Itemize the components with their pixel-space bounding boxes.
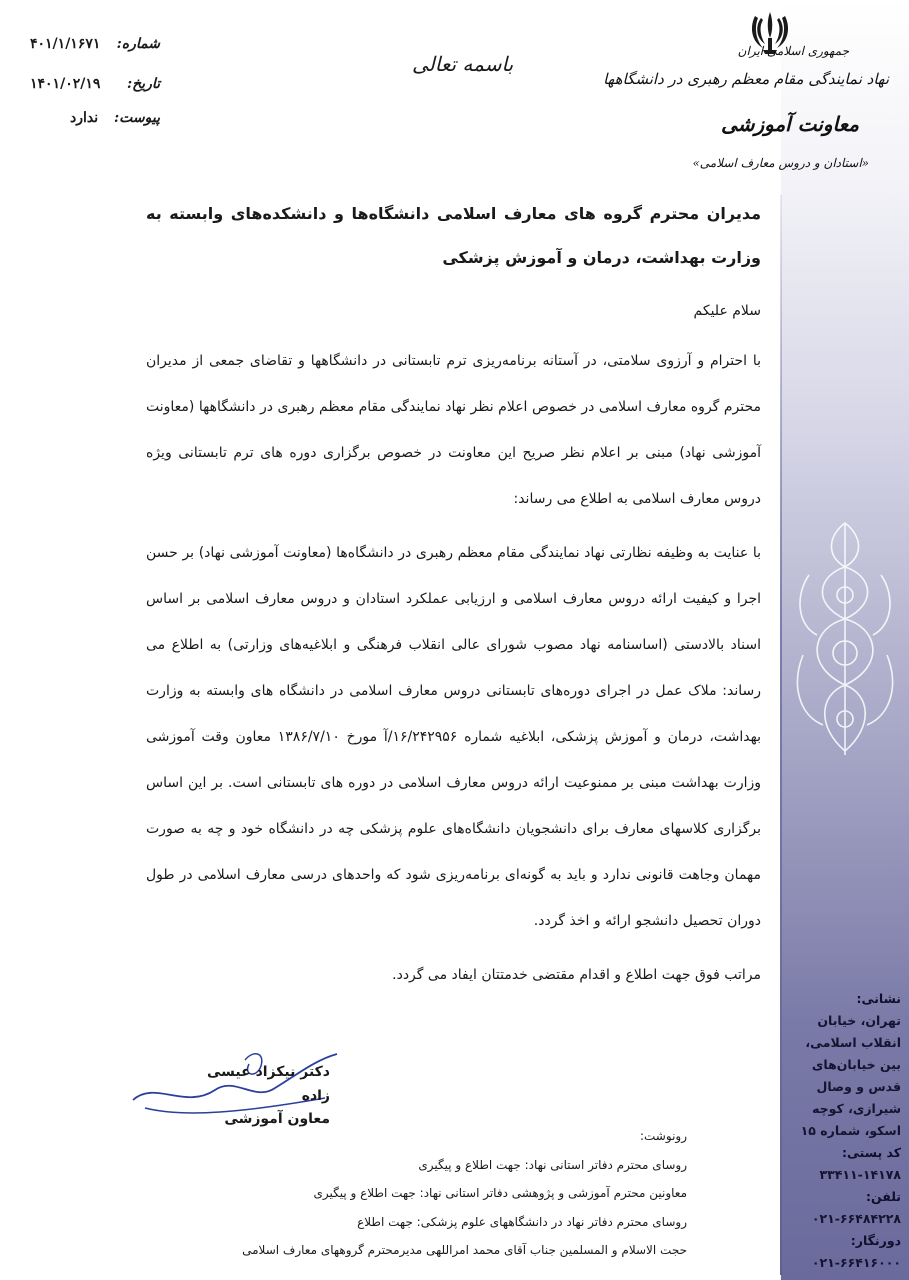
recipient-line: مدیران محترم گروه های معارف اسلامی دانشگاه‌ها و دانشکده‌های وابسته به وزارت بهداشت، درمان و آموزش پزشکی	[146, 204, 761, 267]
signer-name: دکتر نیکزاد عیسی زاده	[207, 1064, 330, 1104]
header-organization: نهاد نمایندگی مقام معظم رهبری در دانشگاهها	[603, 70, 889, 88]
signer-title: معاون آموزشی	[224, 1111, 330, 1127]
signature-block	[200, 1060, 330, 1130]
copy-item: معاونین محترم آموزشی و پژوهشی دفاتر استانی نهاد: جهت اطلاع و پیگیری	[313, 1186, 687, 1200]
meta-attachment	[30, 110, 160, 136]
fax-number: ۰۲۱-۶۶۴۱۶۰۰۰	[811, 1255, 901, 1270]
postal-label: کد پستی:	[841, 1145, 901, 1160]
floral-ornament-icon	[789, 515, 901, 765]
meta-date-label: تاریخ:	[126, 76, 160, 92]
phone-label: تلفن:	[865, 1189, 901, 1204]
greeting: سلام علیکم	[693, 303, 761, 319]
meta-number-label: شماره:	[116, 36, 160, 52]
address-text: تهران، خیابان انقلاب اسلامی، بین خیابان‌های قدس و وصال شیرازی، کوچه اسکو، شماره ۱۵	[800, 1013, 901, 1138]
paragraph-main: با عنایت به وظیفه نظارتی نهاد نمایندگی مقام معظم رهبری در دانشگاه‌ها (معاونت آموزشی نهاد) بر حسن اجرا و کیفیت ارائه دروس معارف اسلامی و ارزیابی عملکرد استادان و دروس معارف اسلامی بر اساس اسناد بالادستی (اساسنامه نهاد مصوب شورای عالی انقلاب فرهنگی و ابلاغیه‌های وزارتی) به اطلاع می رساند: ملاک عمل در اجرای دوره‌های تابستانی دروس معارف اسلامی در دانشگاه های وابسته به وزارت بهداشت، درمان و آموزش پزشکی، ابلاغیه شماره ۱۶/۲۴۲۹۵۶/آ مورخ ۱۳۸۶/۷/۱۰ معاون وقت آموزشی وزارت بهداشت مبنی بر ممنوعیت ارائه دروس معارف اسلامی در دوره های تابستانی است. بر این اساس برگزاری کلاسهای معارف برای دانشجویان دانشگاه‌های علوم پزشکی چه در دانشگاه خود و چه به صورت مهمان وجاهت قانونی ندارد و باید به گونه‌ای برنامه‌ریزی شود که واحدهای درسی معارف اسلامی در طول دوران تحصیل دانشجو ارائه و اخذ گردد.	[146, 545, 761, 929]
contact-info	[785, 988, 901, 1274]
closing-line: مراتب فوق جهت اطلاع و اقدام مقتضی خدمتتان ایفاد می گردد.	[392, 967, 761, 983]
paragraph-intro: با احترام و آرزوی سلامتی، در آستانه برنامه‌ریزی ترم تابستانی در دانشگاهها و تقاضای جمعی از مدیران محترم گروه معارف اسلامی در خصوص اعلام نظر نهاد نمایندگی مقام معظم رهبری در دانشگاهها (معاونت آموزشی نهاد) مبنی بر اعلام نظر صریح این معاونت در خصوص برگزاری دوره های ترم تابستانی ویژه دروس معارف اسلامی به اطلاع می رساند:	[146, 353, 761, 507]
phone-number: ۰۲۱-۶۶۴۸۴۲۲۸	[811, 1211, 901, 1226]
copy-item: روسای محترم دفاتر نهاد در دانشگاههای علوم پزشکی: جهت اطلاع	[357, 1214, 687, 1229]
besmellah: باسمه تعالی	[412, 52, 514, 76]
meta-number	[30, 36, 160, 62]
header-subtitle: «استادان و دروس معارف اسلامی»	[692, 156, 869, 170]
meta-date	[30, 76, 160, 102]
copies-heading: رونوشت:	[639, 1129, 687, 1143]
fax-label: دورنگار:	[850, 1233, 901, 1248]
header-department: معاونت آموزشی	[721, 112, 859, 136]
meta-number-value: ۴۰۱/۱/۱۶۷۱	[30, 36, 101, 52]
header-country: جمهوری اسلامی ایران	[737, 44, 849, 58]
meta-attachment-label: پیوست:	[114, 110, 160, 126]
address-label: نشانی:	[856, 991, 901, 1006]
side-vertical-rule	[780, 195, 782, 1275]
meta-attachment-value: ندارد	[70, 110, 99, 126]
meta-date-value: ۱۴۰۱/۰۲/۱۹	[30, 76, 101, 92]
letter-body	[146, 192, 761, 998]
copy-item: روسای محترم دفاتر استانی نهاد: جهت اطلاع و پیگیری	[418, 1157, 687, 1172]
copy-item: حجت الاسلام و المسلمین جناب آقای محمد امراللهی مدیرمحترم گروههای معارف اسلامی	[242, 1243, 687, 1257]
postal-code: ۳۳۴۱۱-۱۴۱۷۸	[819, 1167, 901, 1182]
copies-list	[242, 1122, 687, 1265]
